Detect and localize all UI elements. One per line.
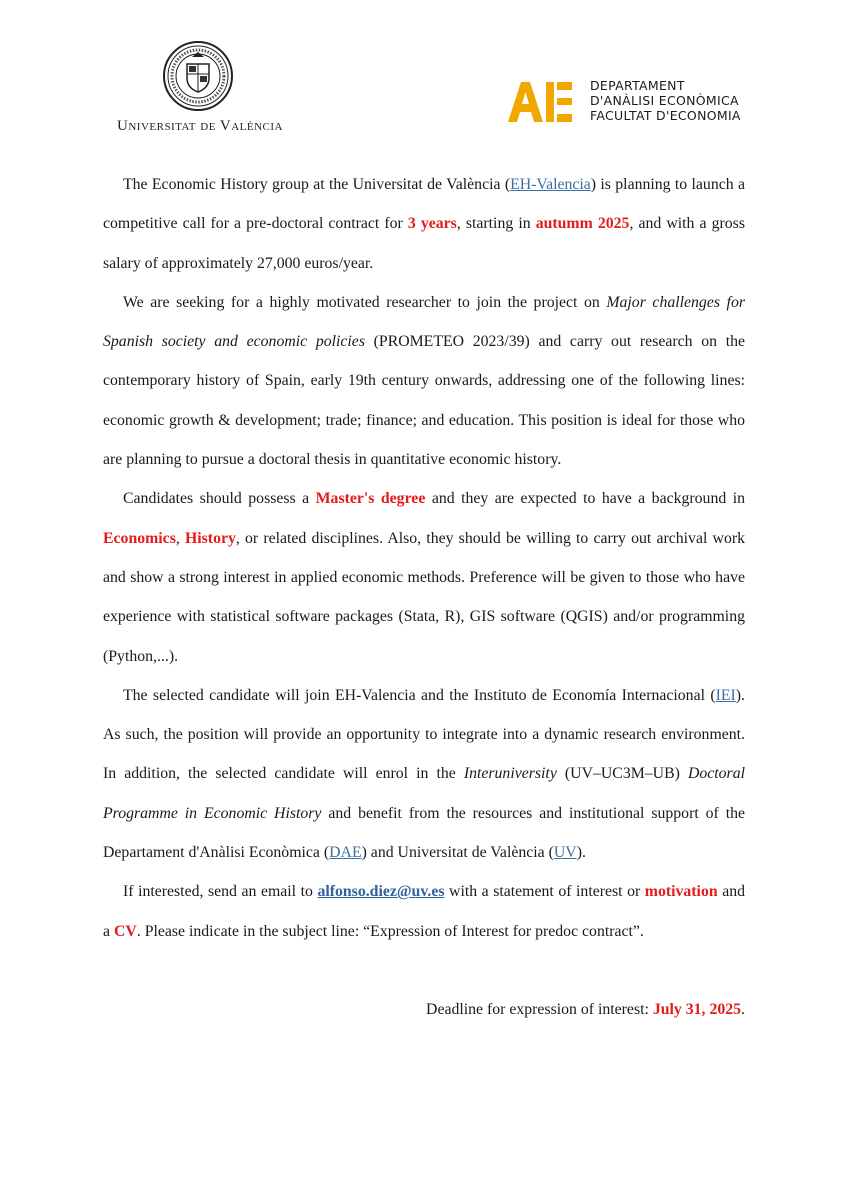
paragraph-project: We are seeking for a highly motivated researcher to join the project on Major challenges for Spanish society and economic policies (PROMETEO 2023/39) and carry out research on the contemporary history of Spain, early 19th century onwards, addressing one of the following lines: economic growth & development; trade; finance; and education. This position is ideal for those who are planning to pursue a doctoral thesis in quantitative economic history. bbox=[103, 293, 745, 469]
letter-body bbox=[103, 165, 745, 951]
programme-title: Doctoral Programme in Economic History bbox=[103, 765, 745, 822]
motivation-highlight: motivation bbox=[644, 883, 718, 901]
iei-link[interactable]: IEI bbox=[715, 686, 736, 704]
cv-highlight: CV bbox=[113, 922, 137, 940]
letterhead bbox=[0, 0, 848, 150]
paragraph-environment: The selected candidate will join EH-Valencia and the Instituto de Economía Internacional (IEI). As such, the position will provide an opportunity to integrate into a dynamic research environment. In addition, the selected candidate will enrol in the Interuniversity (UV–UC3M–UB) Doctoral Programme in Economic History and benefit from the resources and institutional support of the Departament d'Anàlisi Econòmica (DAE) and Universitat de València (UV). bbox=[103, 686, 745, 862]
dae-line-3: FACULTAT D'ECONOMIA bbox=[590, 108, 741, 123]
deadline-line: Deadline for expression of interest: July 31, 2025. bbox=[426, 1001, 745, 1018]
history-highlight: History bbox=[184, 529, 236, 547]
dae-ae-mark-icon bbox=[508, 80, 572, 122]
uv-logo bbox=[100, 40, 300, 140]
eh-valencia-link[interactable]: EH-Valencia bbox=[510, 176, 591, 193]
uv-link[interactable]: UV bbox=[553, 844, 577, 862]
email-link[interactable]: alfonso.diez@uv.es bbox=[317, 883, 445, 901]
paragraph-requirements: Candidates should possess a Master's degree and they are expected to have a background in Economics, History, or related disciplines. Also, they should be willing to carry out archival work and show a strong interest in applied economic methods. Preference will be given to those who have experience with statistical software packages (Stata, R), GIS software (QGIS) and/or programming (Python,...). bbox=[103, 490, 746, 665]
degree-highlight: Master's degree bbox=[315, 490, 426, 508]
deadline-date: July 31, 2025 bbox=[652, 1001, 742, 1018]
dae-text bbox=[590, 78, 741, 123]
paragraph-intro: The Economic History group at the Universitat de València (EH-Valencia) is planning to launch a competitive call for a pre-doctoral contract for 3 years, starting in autumm 2025, and with a gross salary of approximately 27,000 euros/year. bbox=[103, 176, 745, 272]
uv-seal-icon bbox=[162, 40, 234, 112]
paragraph-apply: If interested, send an email to alfonso.diez@uv.es with a statement of interest or motivation and a CV. Please indicate in the subject line: “Expression of Interest for predoc contract”. bbox=[103, 883, 746, 940]
dae-link[interactable]: DAE bbox=[329, 844, 362, 862]
start-date-highlight: autumm 2025 bbox=[535, 215, 630, 233]
uv-name: Universitat de València bbox=[117, 118, 283, 134]
project-title: Major challenges for Spanish society and economic policies bbox=[103, 293, 745, 351]
economics-highlight: Economics bbox=[103, 529, 176, 547]
dae-line-2: D'ANÀLISI ECONÒMICA bbox=[590, 93, 739, 108]
dae-line-1: DEPARTAMENT bbox=[590, 78, 685, 93]
dae-logo bbox=[508, 78, 768, 126]
duration-highlight: 3 years bbox=[407, 215, 457, 233]
